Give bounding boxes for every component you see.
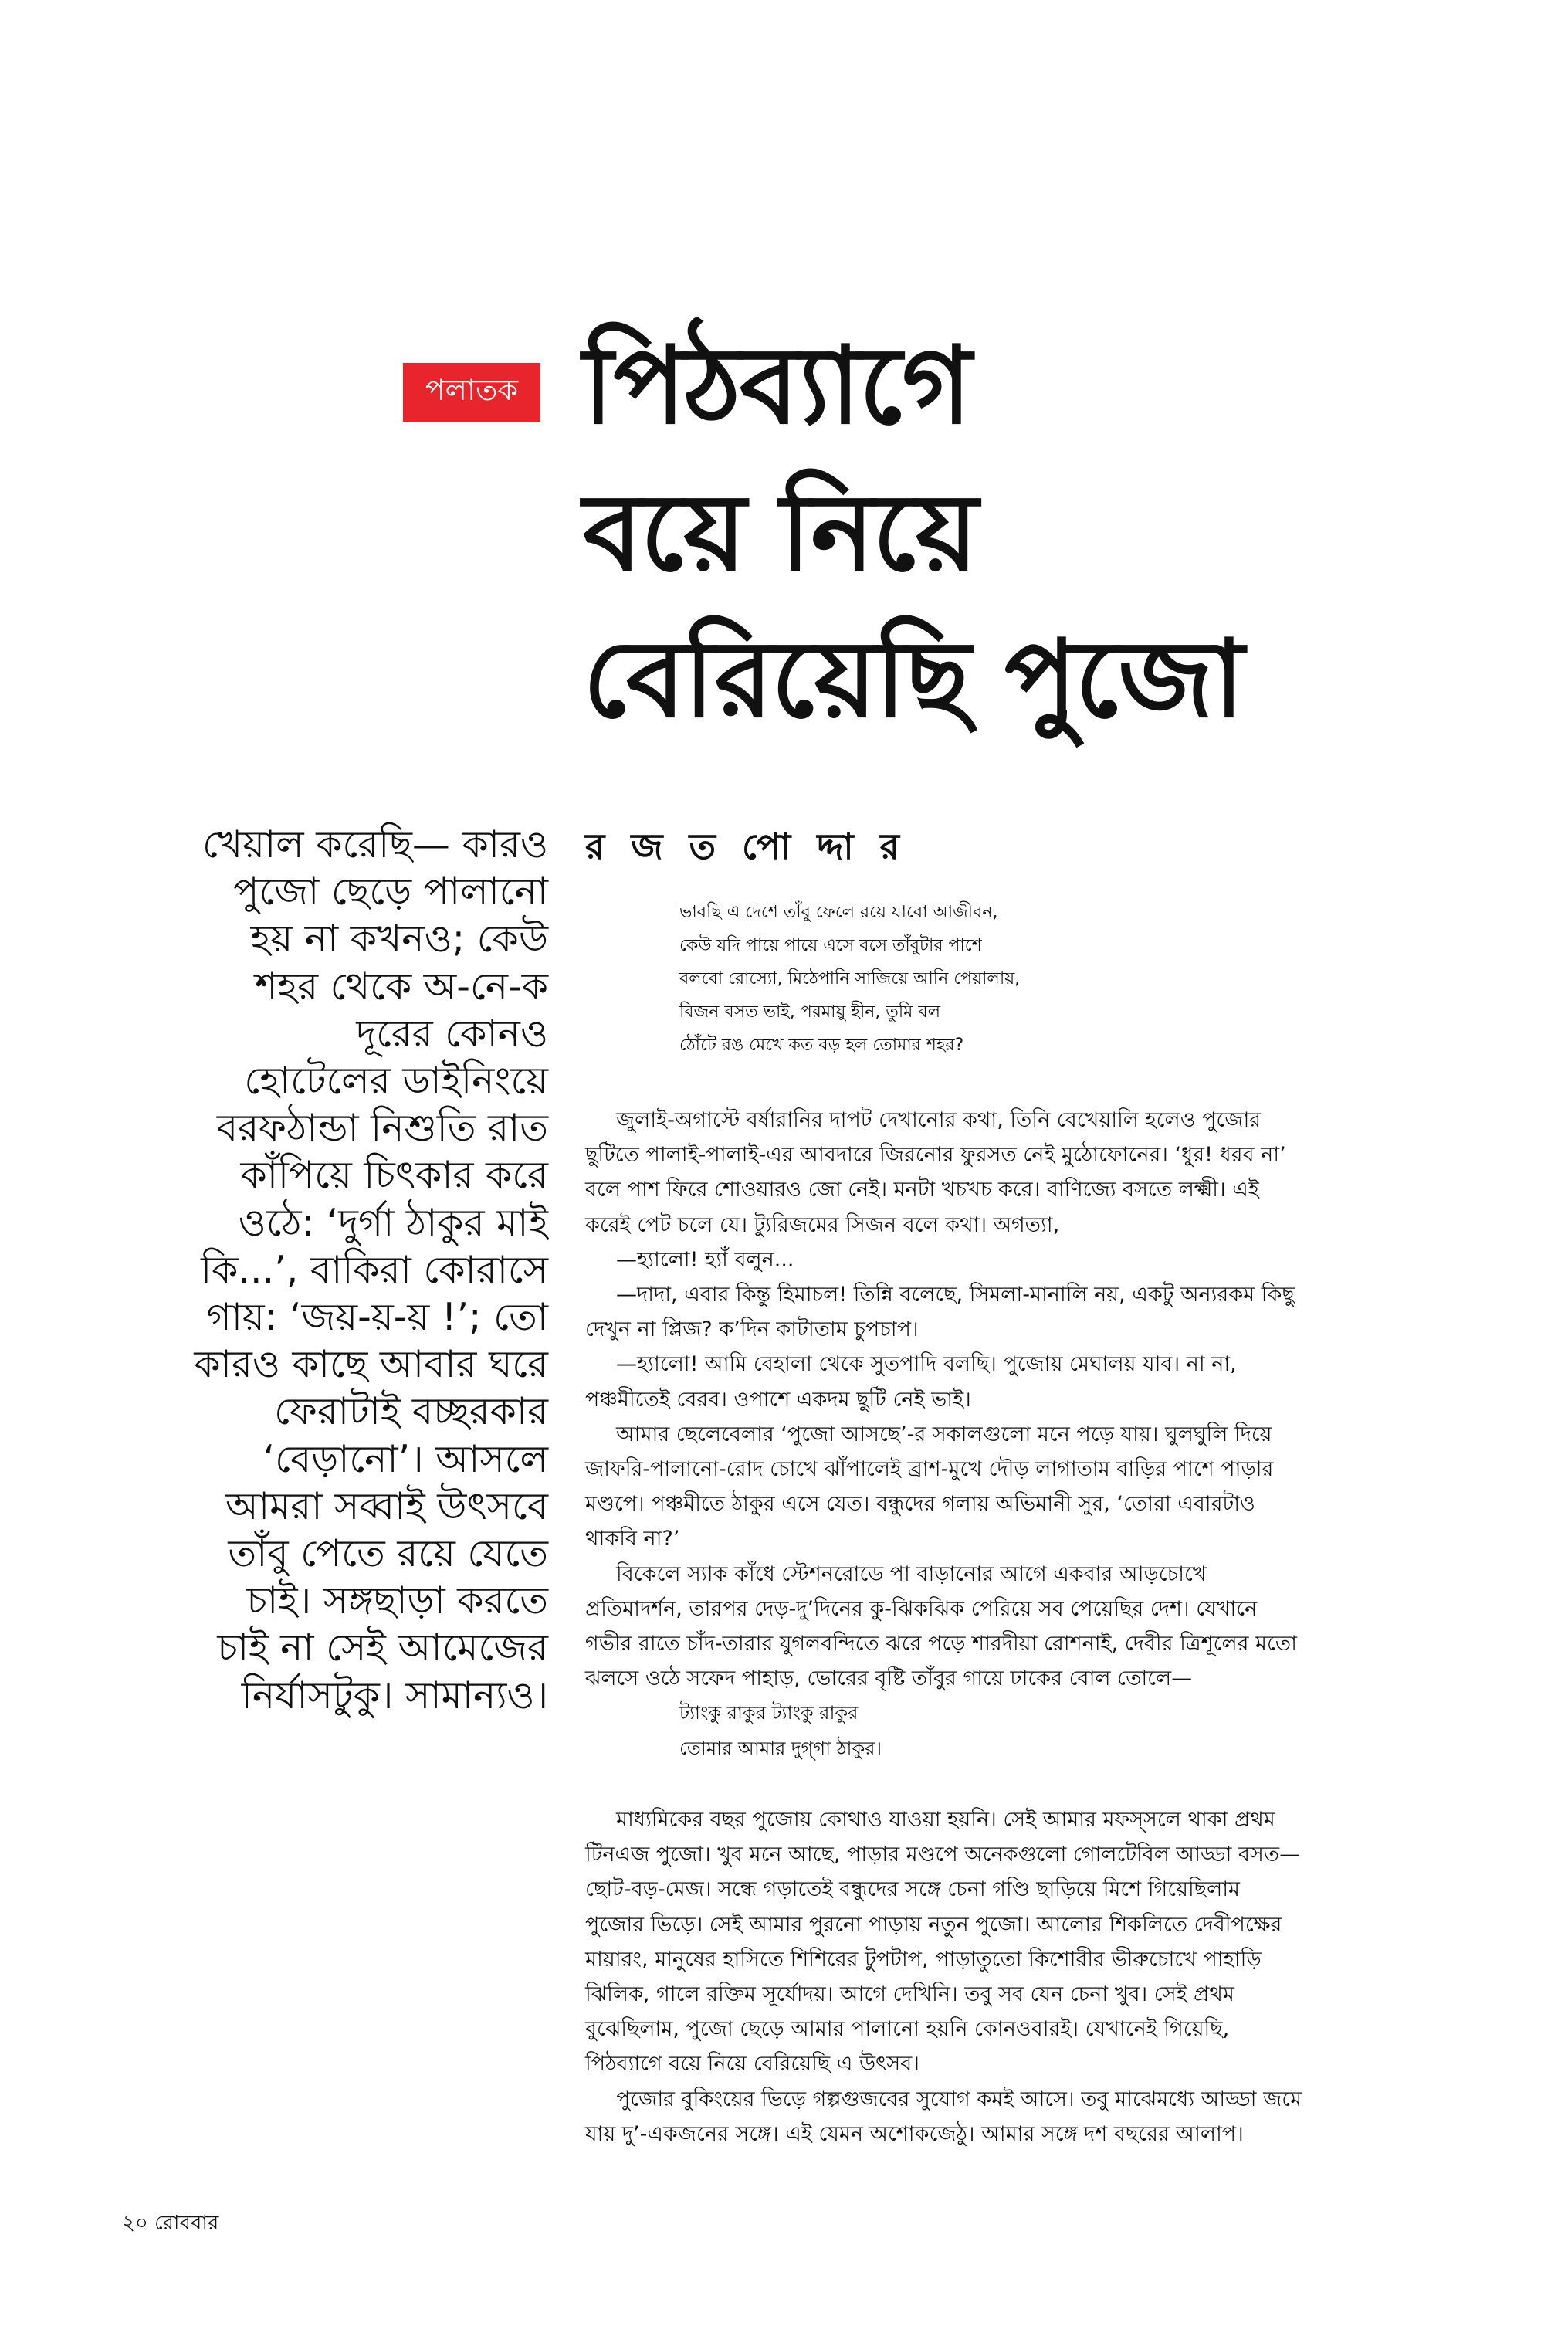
body-line: মণ্ডপে। পঞ্চমীতে ঠাকুর এসে যেত। বন্ধুদের গলায় অভিমানী সুর, ‘তোরা এবারটাও [585, 1492, 1255, 1517]
poem-line: বলবো রোস্যো, মিঠেপানি সাজিয়ে আনি পেয়ালায়, [679, 969, 1021, 988]
body-line: পঞ্চমীতেই বেরব। ওপাশে একদম ছুটি নেই ভাই। [585, 1387, 971, 1412]
body-line: পুজোর ভিড়ে। সেই আমার পুরনো পাড়ায় নতুন পুজো। আলোর শিকলিতে দেবীপক্ষের [585, 1912, 1282, 1937]
pull-quote-line: হোটেলের ডাইনিংয়ে [244, 1059, 548, 1104]
body-line: ছুটিতে পালাই-পালাই-এর আবদারে জিরনোর ফুরসত নেই মুঠোফোনের। ‘ধুর! ধরব না’ [585, 1143, 1286, 1168]
body-line: —হ্যালো! হ্যাঁ বলুন... [616, 1247, 794, 1272]
rhyme-line: তোমার আমার দুগ্‌গা ঠাকুর। [679, 1737, 882, 1759]
pull-quote-line: খেয়াল করেছি— কারও [202, 822, 548, 866]
body-line: মায়ারং, মানুষের হাসিতে শিশিরের টুপটাপ, পাড়াতুতো কিশোরীর ভীরুচোখে পাহাড়ি [585, 1947, 1262, 1972]
poem-line: ভাবছি এ দেশে তাঁবু ফেলে রয়ে যাবো আজীবন, [679, 903, 998, 922]
headline-line: পিঠব্যাগে [583, 324, 970, 448]
pull-quote-line: চাই। সঙ্গছাড়া করতে [246, 1578, 548, 1623]
pull-quote-line: কাঁপিয়ে চিৎকার করে [240, 1153, 548, 1198]
pull-quote-line: তাঁবু পেতে রয়ে যেতে [228, 1531, 548, 1576]
body-line: বলে পাশ ফিরে শোওয়ারও জো নেই। মনটা খচখচ করে। বাণিজ্যে বসতে লক্ষ্মী। এই [585, 1178, 1259, 1202]
pull-quote-line: পুজো ছেড়ে পালানো [233, 870, 548, 914]
body-line: প্রতিমাদর্শন, তারপর দেড়-দু’দিনের কু-ঝিকঝিক পেরিয়ে সব পেয়েছির দেশ। যেখানে [585, 1596, 1258, 1621]
body-line: জাফরি-পালানো-রোদ চোখে ঝাঁপালেই ব্রাশ-মুখে দৌড় লাগাতাম বাড়ির পাশে পাড়ার [585, 1457, 1274, 1482]
headline-line: বেরিয়েছি পুজো [583, 617, 1243, 741]
pull-quote-line: কারও কাছে আবার ঘরে [194, 1342, 548, 1387]
poem-line: কেউ যদি পায়ে পায়ে এসে বসে তাঁবুটার পাশে [679, 936, 982, 955]
pull-quote-line: দূরের কোনও [356, 1011, 548, 1056]
headline [583, 313, 1355, 753]
pull-quote-line: নির্যাসটুকু। সামান্যও। [241, 1673, 548, 1717]
body-text-block [585, 1103, 1434, 1766]
body-line: ঝলসে ওঠে সফেদ পাহাড়, ভোরের বৃষ্টি তাঁবুর গায়ে ঢাকের বোল তোলে— [585, 1667, 1193, 1691]
body-line: —দাদা, এবার কিন্তু হিমাচল! তিন্নি বলেছে, সিমলা-মানালি নয়, একটু অন্যরকম কিছু [616, 1283, 1295, 1307]
body-line: টিনএজ পুজো। খুব মনে আছে, পাড়ার মণ্ডপে অনেকগুলো গোলটেবিল আড্ডা বসত— [585, 1843, 1301, 1867]
body-line: জুলাই-অগাস্টে বর্ষারানির দাপট দেখানোর কথা, তিনি বেখেয়ালি হলেও পুজোর [616, 1108, 1262, 1132]
body-line: ছোট-বড়-মেজ। সন্ধে গড়াতেই বন্ধুদের সঙ্গে চেনা গণ্ডি ছাড়িয়ে মিশে গিয়েছিলাম [585, 1877, 1241, 1902]
body-line: করেই পেট চলে যে। ট্যুরিজমের সিজন বলে কথা। অগত্যা, [585, 1212, 1060, 1237]
pull-quote-line: ফেরাটাই বচ্ছরকার [274, 1389, 548, 1434]
body-line: বুঝেছিলাম, পুজো ছেড়ে আমার পালানো হয়নি কোনওবারই। যেখানেই গিয়েছি, [585, 2017, 1230, 2042]
pull-quote-line: বরফঠান্ডা নিশুতি রাত [216, 1106, 548, 1151]
body-line: ঝিলিক, গালে রক্তিম সূর্যোদয়। আগে দেখিনি। তবু সব যেন চেনা খুব। সেই প্রথম [585, 1982, 1234, 2007]
headline-line: বয়ে নিয়ে [583, 470, 977, 595]
section-tag: পলাতক [403, 363, 540, 422]
pull-quote-line: গায়: ‘জয়-য়-য় !’; তো [206, 1295, 548, 1340]
page-folio: ২০ রোববার [122, 2212, 219, 2235]
poem-line: বিজন বসত ভাই, পরমায়ু হীন, তুমি বল [679, 1002, 941, 1022]
pull-quote-line: আমরা সব্বাই উৎসবে [225, 1483, 548, 1528]
poem-line: ঠোঁটে রঙ মেখে কত বড় হল তোমার শহর? [679, 1036, 964, 1055]
body-line: —হ্যালো! আমি বেহালা থেকে সুতপাদি বলছি। পুজোয় মেঘালয় যাব। না না, [616, 1352, 1237, 1377]
body-line: বিকেলে স্যাক কাঁধে স্টেশনরোডে পা বাড়ানোর আগে একবার আড়চোখে [616, 1561, 1207, 1586]
body-line: মাধ্যমিকের বছর পুজোয় কোথাও যাওয়া হয়নি। সেই আমার মফস্‌সলে থাকা প্রথম [616, 1808, 1275, 1832]
poem [679, 896, 1374, 1062]
pull-quote-line: শহর থেকে অ-নে-ক [255, 964, 548, 1009]
body-line: যায় দু’-একজনের সঙ্গে। এই যেমন অশোকজেঠু। আমার সঙ্গে দশ বছরের আলাপ। [585, 2121, 1244, 2146]
body-line: পুজোর বুকিংয়ের ভিড়ে গল্পগুজবের সুযোগ কমই আসে। তবু মাঝেমধ্যে আড্ডা জমে [616, 2087, 1302, 2111]
body-text-block [585, 1802, 1434, 2151]
pull-quote-line: কি...’, বাকিরা কোরাসে [201, 1247, 548, 1292]
body-line: থাকবি না?’ [585, 1527, 680, 1551]
pull-quote-line: হয় না কখনও; কেউ [250, 917, 548, 961]
rhyme-line: ট্যাংকু রাকুর ট্যাংকু রাকুর [679, 1702, 859, 1724]
body-line: আমার ছেলেবেলার ‘পুজো আসছে’-র সকালগুলো মনে পড়ে যায়। ঘুলঘুলি দিয়ে [616, 1422, 1272, 1446]
pull-quote [116, 821, 548, 1719]
body-line: পিঠব্যাগে বয়ে নিয়ে বেরিয়েছি এ উৎসব। [585, 2052, 919, 2077]
pull-quote-line: চাই না সেই আমেজের [217, 1626, 548, 1670]
pull-quote-line: ওঠে: ‘দুর্গা ঠাকুর মাই [238, 1200, 548, 1245]
body-line: দেখুন না প্লিজ? ক’দিন কাটাতাম চুপচাপ। [585, 1317, 919, 1342]
byline: র জ ত পো দ্দা র [585, 826, 899, 867]
pull-quote-line: ‘বেড়ানো’। আসলে [262, 1436, 548, 1481]
body-line: গভীর রাতে চাঁদ-তারার যুগলবন্দিতে ঝরে পড়ে শারদীয়া রোশনাই, দেবীর ত্রিশূলের মতো [585, 1632, 1297, 1656]
